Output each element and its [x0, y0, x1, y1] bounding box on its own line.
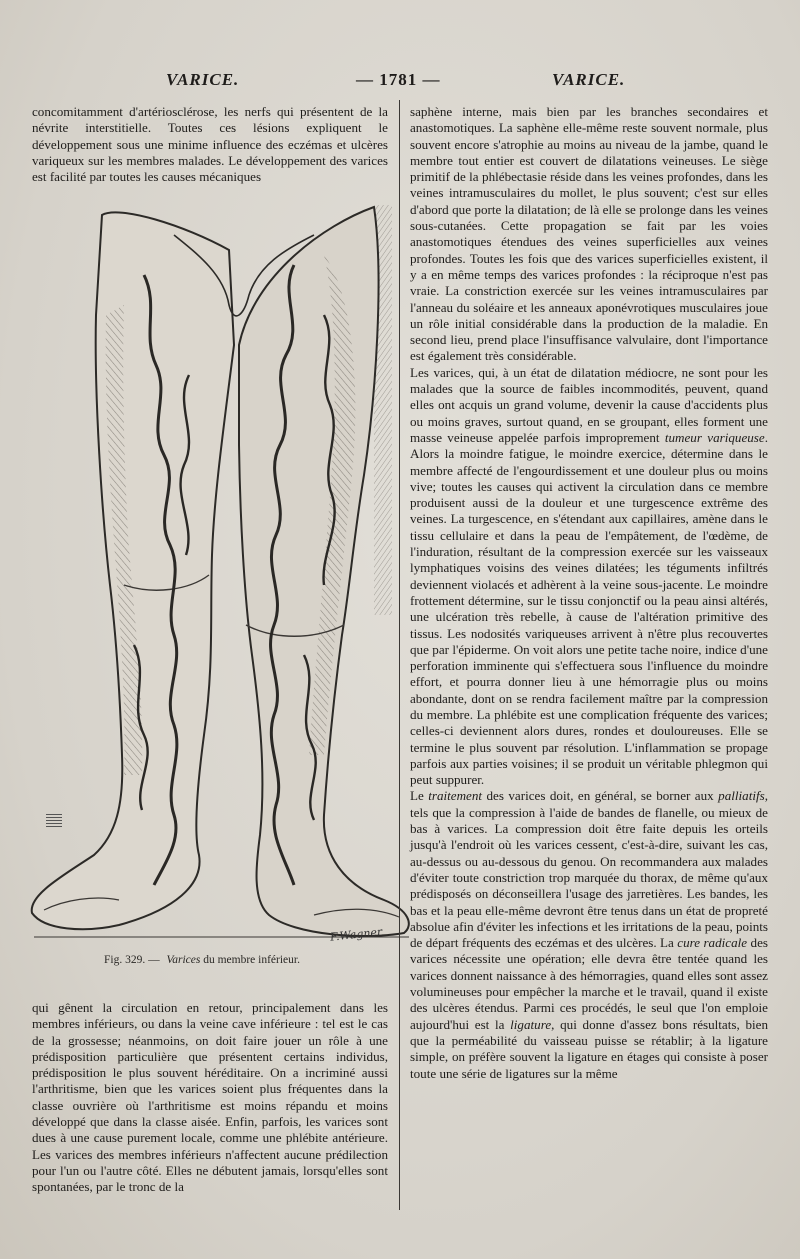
italic-run: tumeur variqueuse — [664, 429, 765, 445]
text-run: des varices doit, en général, se borner aux — [486, 788, 714, 804]
text-run: des varices nécessite une opération; elle devra être tentée quand les varices donnent naissance à des hémorragies, quand elles sont assez volumineuses pour empêcher la marche et le travail, quand il existe des ulcères étendus. Parmi ces procédés, le seul que l'on emploie aujourd'hui est la — [410, 935, 768, 1032]
italic-run: traitement — [428, 788, 483, 804]
paragraph: concomitamment d'artériosclérose, les nerfs qui présentent de la névrite interstitielle. Toutes ces lésions expliquent le développement sous une minime influence des eczémas et ulcères variqueux sur les membres malades. Le développement des varices est facilité par toutes les causes mécaniques — [32, 104, 388, 185]
column-rule — [399, 100, 400, 1210]
engraver-signature: F.Wagner — [329, 925, 383, 944]
margin-mark — [46, 814, 62, 828]
italic-run: cure radicale — [677, 935, 748, 951]
left-column-bottom-text — [32, 1000, 388, 1196]
figure-legs-illustration — [24, 195, 416, 955]
left-column-top-text — [32, 104, 388, 185]
paragraph: qui gênent la circulation en retour, principalement dans les membres inférieurs, ou dans la veine cave inférieure : tel est le cas de la grossesse; néanmoins, on doit faire jouer un rôle à une prédisposition particulière que présentent certains individus, prédisposition le plus souvent héréditaire. On a incriminé aussi l'arthritisme, bien que les varices soient plus fréquentes dans la classe ouvrière où l'arthritisme est moins répandu et moins développé que dans la classe aisée. Enfin, parfois, les varices sont dues à une cause purement locale, comme une phlébite antérieure. Les varices des membres inférieurs n'affectent aucune prédilection pour l'un ou l'autre côté. Elles ne débutent jamais, lorsqu'elles sont spontanées, par le tronc de la — [32, 1000, 388, 1195]
italic-run: ligature — [510, 1016, 552, 1032]
running-head — [0, 70, 800, 94]
caption-italic: Varices — [166, 954, 201, 966]
right-column-text — [410, 104, 768, 1082]
text-run: , qui donne d'assez bons résultats, bien que la perméabilité du vaisseau puisse se rétablir; à la ligature simple, on préfère souvent la ligature en étages qui consiste à poser toute une série de ligatures sur la même — [410, 1016, 768, 1081]
figure-number: Fig. 329. — — [104, 954, 160, 966]
text-run: Le — [410, 788, 424, 804]
header-right-title: VARICE. — [552, 70, 626, 89]
text-run: Les varices, qui, à un état de dilatation médiocre, ne sont pour les malades que la source de faibles incommodités, peuvent, quand elles ont acquis un grand volume, devenir la cause d'accidents plus ou moins graves, surtout quand, en se groupant, elles forment une masse veineuse appelée parfois improprement — [410, 364, 768, 445]
varicose-legs-engraving — [24, 195, 416, 955]
paragraph-1: saphène interne, mais bien par les branches secondaires et anastomotiques. La saphène elle-même reste souvent normale, plus souvent encore s'atrophie au moins au niveau de la jambe, quand le membre tout entier est couvert de dilatations veineuses. Le siège primitif de la phlébectasie réside dans les veines profondes, dans les veines intramusculaires du mollet, le plus souvent; c'est sur elles d'abord que porte la dilatation; de là elle se prolonge dans les veines sous-cutanées. Cette propagation se fait par les voies anastomotiques étendues des veines superficielles aux veines profondes. Toutes les fois que des varices superficielles existent, il y a en même temps des varices profondes : la réciproque n'est pas vraie. La constriction exercée sur les veines intramusculaires par l'anneau du soléaire et les anneaux aponévrotiques musculaires joue un rôle initial considérable dans la production de la maladie. En second lieu, prend place l'insuffisance valvulaire, dont l'importance est également très considérable. — [410, 104, 768, 364]
italic-run: palliatifs — [718, 788, 765, 804]
page-number: — 1781 — — [356, 70, 441, 89]
caption-text: du membre inférieur. — [203, 954, 300, 966]
header-left-title: VARICE. — [166, 70, 240, 89]
paragraph-2 — [410, 365, 768, 789]
text-run: . Alors la moindre fatigue, le moindre exercice, détermine dans le membre affecté de l'engourdissement et une douleur plus ou moins vive; toutes les causes qui activent la circulation dans ce membre produisent aussi de la douleur et une turgescence extrême des veines. La turgescence, en s'étendant aux capillaires, amène dans le tissu cellulaire et dans la peau de l'empâtement, de l'œdème, de l'induration, résultant de la compression exercée sur les vaisseaux lymphatiques voisins des veines dilatées; les téguments infiltrés deviennent violacés et adhèrent à la veine sous-jacente. Le moindre frottement détermine, sur le tissu conjonctif ou la peau ainsi altérés, une ulcération très rebelle, à cause de l'altération primitive des tissus. Les nodosités variqueuses arrivent à n'être plus recouvertes que par l'épiderme. On voit alors une petite tache noire, indice d'une perforation imminente qui s'effectuera sous l'influence du moindre effort, et pourra donner lieu à une hémorragie plus ou moins abondante, dont on se rendra facilement maître par la compression du membre. La phlébite est une complication fréquente des varices; celles-ci deviennent alors dures, rondes et douloureuses. Elle se termine le plus souvent par résolution. L'inflammation se propage parfois aux parties voisines; il se produit un véritable phlegmon qui peut suppurer. — [410, 429, 768, 788]
figure-caption — [104, 954, 384, 966]
paragraph-3 — [410, 788, 768, 1081]
text-run: , tels que la compression à l'aide de bandes de flanelle, ou mieux de bas à varices. La compression doit être faite depuis les orteils jusqu'à l'endroit où les varices cessent, c'est-à-dire, suivant les cas, au-dessus ou au-dessous du genou. On recommandera aux malades d'éviter toute constriction trop marquée du thorax, de même qu'aux prédisposés on déconseillera l'usage des jarretières. Les bandes, les bas et la peau elle-même devront être tenus dans un état de propreté absolue afin d'éviter les infections et les irritations de la peau, points de départ fréquents des eczémas et des ulcères. La — [410, 788, 768, 951]
